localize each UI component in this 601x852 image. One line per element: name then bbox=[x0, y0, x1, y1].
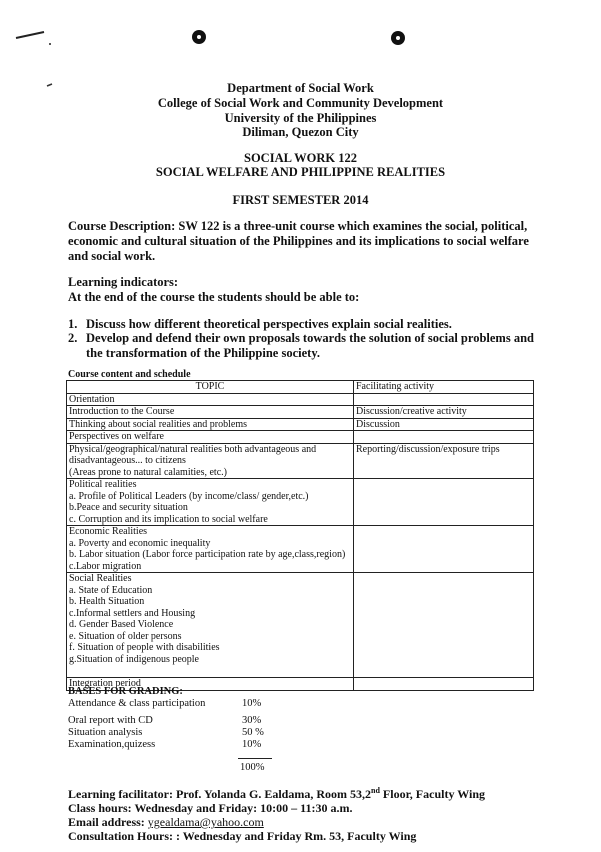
learning-heading: Learning indicators: bbox=[68, 275, 179, 289]
topic-line: c. Corruption and its implication to social welfare bbox=[69, 513, 268, 525]
department-title: Department of Social Work bbox=[227, 81, 374, 95]
course-title: SOCIAL WELFARE AND PHILIPPINE REALITIES bbox=[155, 165, 446, 179]
facilitator-line bbox=[68, 786, 485, 802]
class-hours: Class hours: Wednesday and Friday: 10:00 – 11:30 a.m. bbox=[68, 801, 353, 815]
activity-cell bbox=[354, 573, 534, 678]
learning-item bbox=[68, 317, 546, 332]
topic-line: e. Situation of older persons bbox=[69, 630, 182, 642]
activity-cell bbox=[354, 479, 534, 526]
table-row bbox=[67, 406, 534, 419]
topic-line: d. Gender Based Violence bbox=[69, 619, 174, 630]
topic-line: b. Health Situation bbox=[69, 596, 145, 607]
table-row bbox=[67, 573, 534, 678]
course-code: SOCIAL WORK 122 bbox=[244, 151, 357, 165]
activity-cell: Discussion bbox=[354, 418, 534, 431]
activity-cell bbox=[354, 393, 534, 406]
table-row bbox=[67, 418, 534, 431]
topic-cell bbox=[67, 443, 354, 479]
table-row bbox=[67, 526, 534, 573]
topic-header: TOPIC bbox=[67, 381, 354, 394]
topic-line: a. Poverty and economic inequality bbox=[69, 537, 211, 549]
topic-cell bbox=[67, 479, 354, 526]
email-link[interactable]: ygealdama@yahoo.com bbox=[147, 815, 264, 829]
schedule-table bbox=[66, 380, 534, 691]
topic-cell bbox=[67, 431, 354, 444]
activity-cell: Reporting/discussion/exposure trips bbox=[354, 443, 534, 479]
schedule-body bbox=[67, 393, 534, 690]
topic-line: Thinking about social realities and problems bbox=[69, 418, 248, 430]
topic-line: f. Situation of people with disabilities bbox=[69, 642, 220, 653]
grading-value: 10% bbox=[242, 739, 262, 750]
topic-line: g.Situation of indigenous people bbox=[69, 653, 199, 665]
activity-cell: Discussion/creative activity bbox=[354, 406, 534, 419]
consultation-hours: Consultation Hours: : Wednesday and Friday Rm. 53, Faculty Wing bbox=[68, 829, 417, 843]
facilitator-floor: Floor, Faculty Wing bbox=[379, 787, 486, 801]
course-description: Course Description: SW 122 is a three-unit course which examines the social, political, economic and cultural situation of the Philippines and its implications to social welfare and social work. bbox=[68, 219, 529, 263]
learning-intro: At the end of the course the students should be able to: bbox=[68, 290, 360, 304]
activity-cell bbox=[354, 678, 534, 691]
grading-total: 100% bbox=[240, 762, 265, 773]
punch-hole-right bbox=[391, 31, 405, 45]
item-text: Develop and defend their own proposals towards the solution of social problems and the transformation of the Philippine society. bbox=[86, 331, 534, 360]
topic-line: a. Profile of Political Leaders (by income/class/ gender,etc.) bbox=[69, 490, 309, 502]
university-title: University of the Philippines bbox=[224, 111, 377, 125]
grading-label: Oral report with CD bbox=[68, 715, 153, 726]
semester: FIRST SEMESTER 2014 bbox=[232, 193, 369, 207]
topic-line: Political realities bbox=[69, 479, 137, 490]
email-line bbox=[68, 815, 264, 830]
facilitator-text: Learning facilitator: Prof. Yolanda G. Ealdama, Room 53,2 bbox=[68, 787, 371, 801]
grading-label: Situation analysis bbox=[68, 727, 143, 738]
topic-line: b.Peace and security situation bbox=[69, 502, 188, 513]
punch-hole-left bbox=[192, 30, 206, 44]
topic-cell bbox=[67, 526, 354, 573]
grading-value: 30% bbox=[242, 715, 262, 726]
item-text: Discuss how different theoretical perspectives explain social realities. bbox=[86, 317, 452, 331]
topic-line: b. Labor situation (Labor force participation rate by age,class,region) bbox=[69, 549, 346, 560]
table-row bbox=[67, 479, 534, 526]
scan-mark bbox=[14, 26, 54, 48]
topic-cell bbox=[67, 406, 354, 419]
activity-header: Facilitating activity bbox=[354, 381, 534, 394]
activity-cell bbox=[354, 526, 534, 573]
table-header-row bbox=[67, 381, 534, 394]
topic-line: (Areas prone to natural calamities, etc.) bbox=[69, 466, 227, 478]
topic-line: Physical/geographical/natural realities both advantageous and bbox=[69, 443, 317, 455]
topic-line: c.Informal settlers and Housing bbox=[69, 607, 196, 619]
email-label: Email address: bbox=[68, 815, 148, 829]
topic-line: c.Labor migration bbox=[69, 560, 142, 572]
grading-heading: BASES FOR GRADING: bbox=[68, 686, 183, 697]
topic-cell bbox=[67, 393, 354, 406]
topic-line: Economic Realities bbox=[69, 526, 148, 537]
topic-cell bbox=[67, 573, 354, 678]
topic-line: Perspectives on welfare bbox=[69, 431, 164, 442]
item-number: 2. bbox=[68, 331, 78, 345]
schedule-caption: Course content and schedule bbox=[68, 369, 191, 380]
topic-line: Introduction to the Course bbox=[69, 406, 175, 417]
topic-cell bbox=[67, 418, 354, 431]
topic-line: a. State of Education bbox=[69, 584, 153, 596]
grading-value: 10% bbox=[242, 698, 262, 709]
item-number: 1. bbox=[68, 317, 78, 331]
topic-line: Orientation bbox=[69, 393, 115, 405]
table-row bbox=[67, 443, 534, 479]
facilitator-sup: nd bbox=[371, 786, 380, 795]
topic-line: Social Realities bbox=[69, 573, 132, 584]
learning-item bbox=[68, 331, 546, 361]
topic-line: disadvantageous... to citizens bbox=[69, 455, 186, 466]
location: Diliman, Quezon City bbox=[242, 125, 359, 139]
total-rule bbox=[238, 758, 272, 759]
grading-label: Attendance & class participation bbox=[68, 698, 206, 709]
table-row bbox=[67, 431, 534, 444]
activity-cell bbox=[354, 431, 534, 444]
grading-value: 50 % bbox=[242, 727, 264, 738]
table-row bbox=[67, 393, 534, 406]
topic-line: Integration period bbox=[69, 678, 141, 689]
college-title: College of Social Work and Community Development bbox=[157, 96, 444, 110]
grading-label: Examination,quizess bbox=[68, 739, 156, 750]
